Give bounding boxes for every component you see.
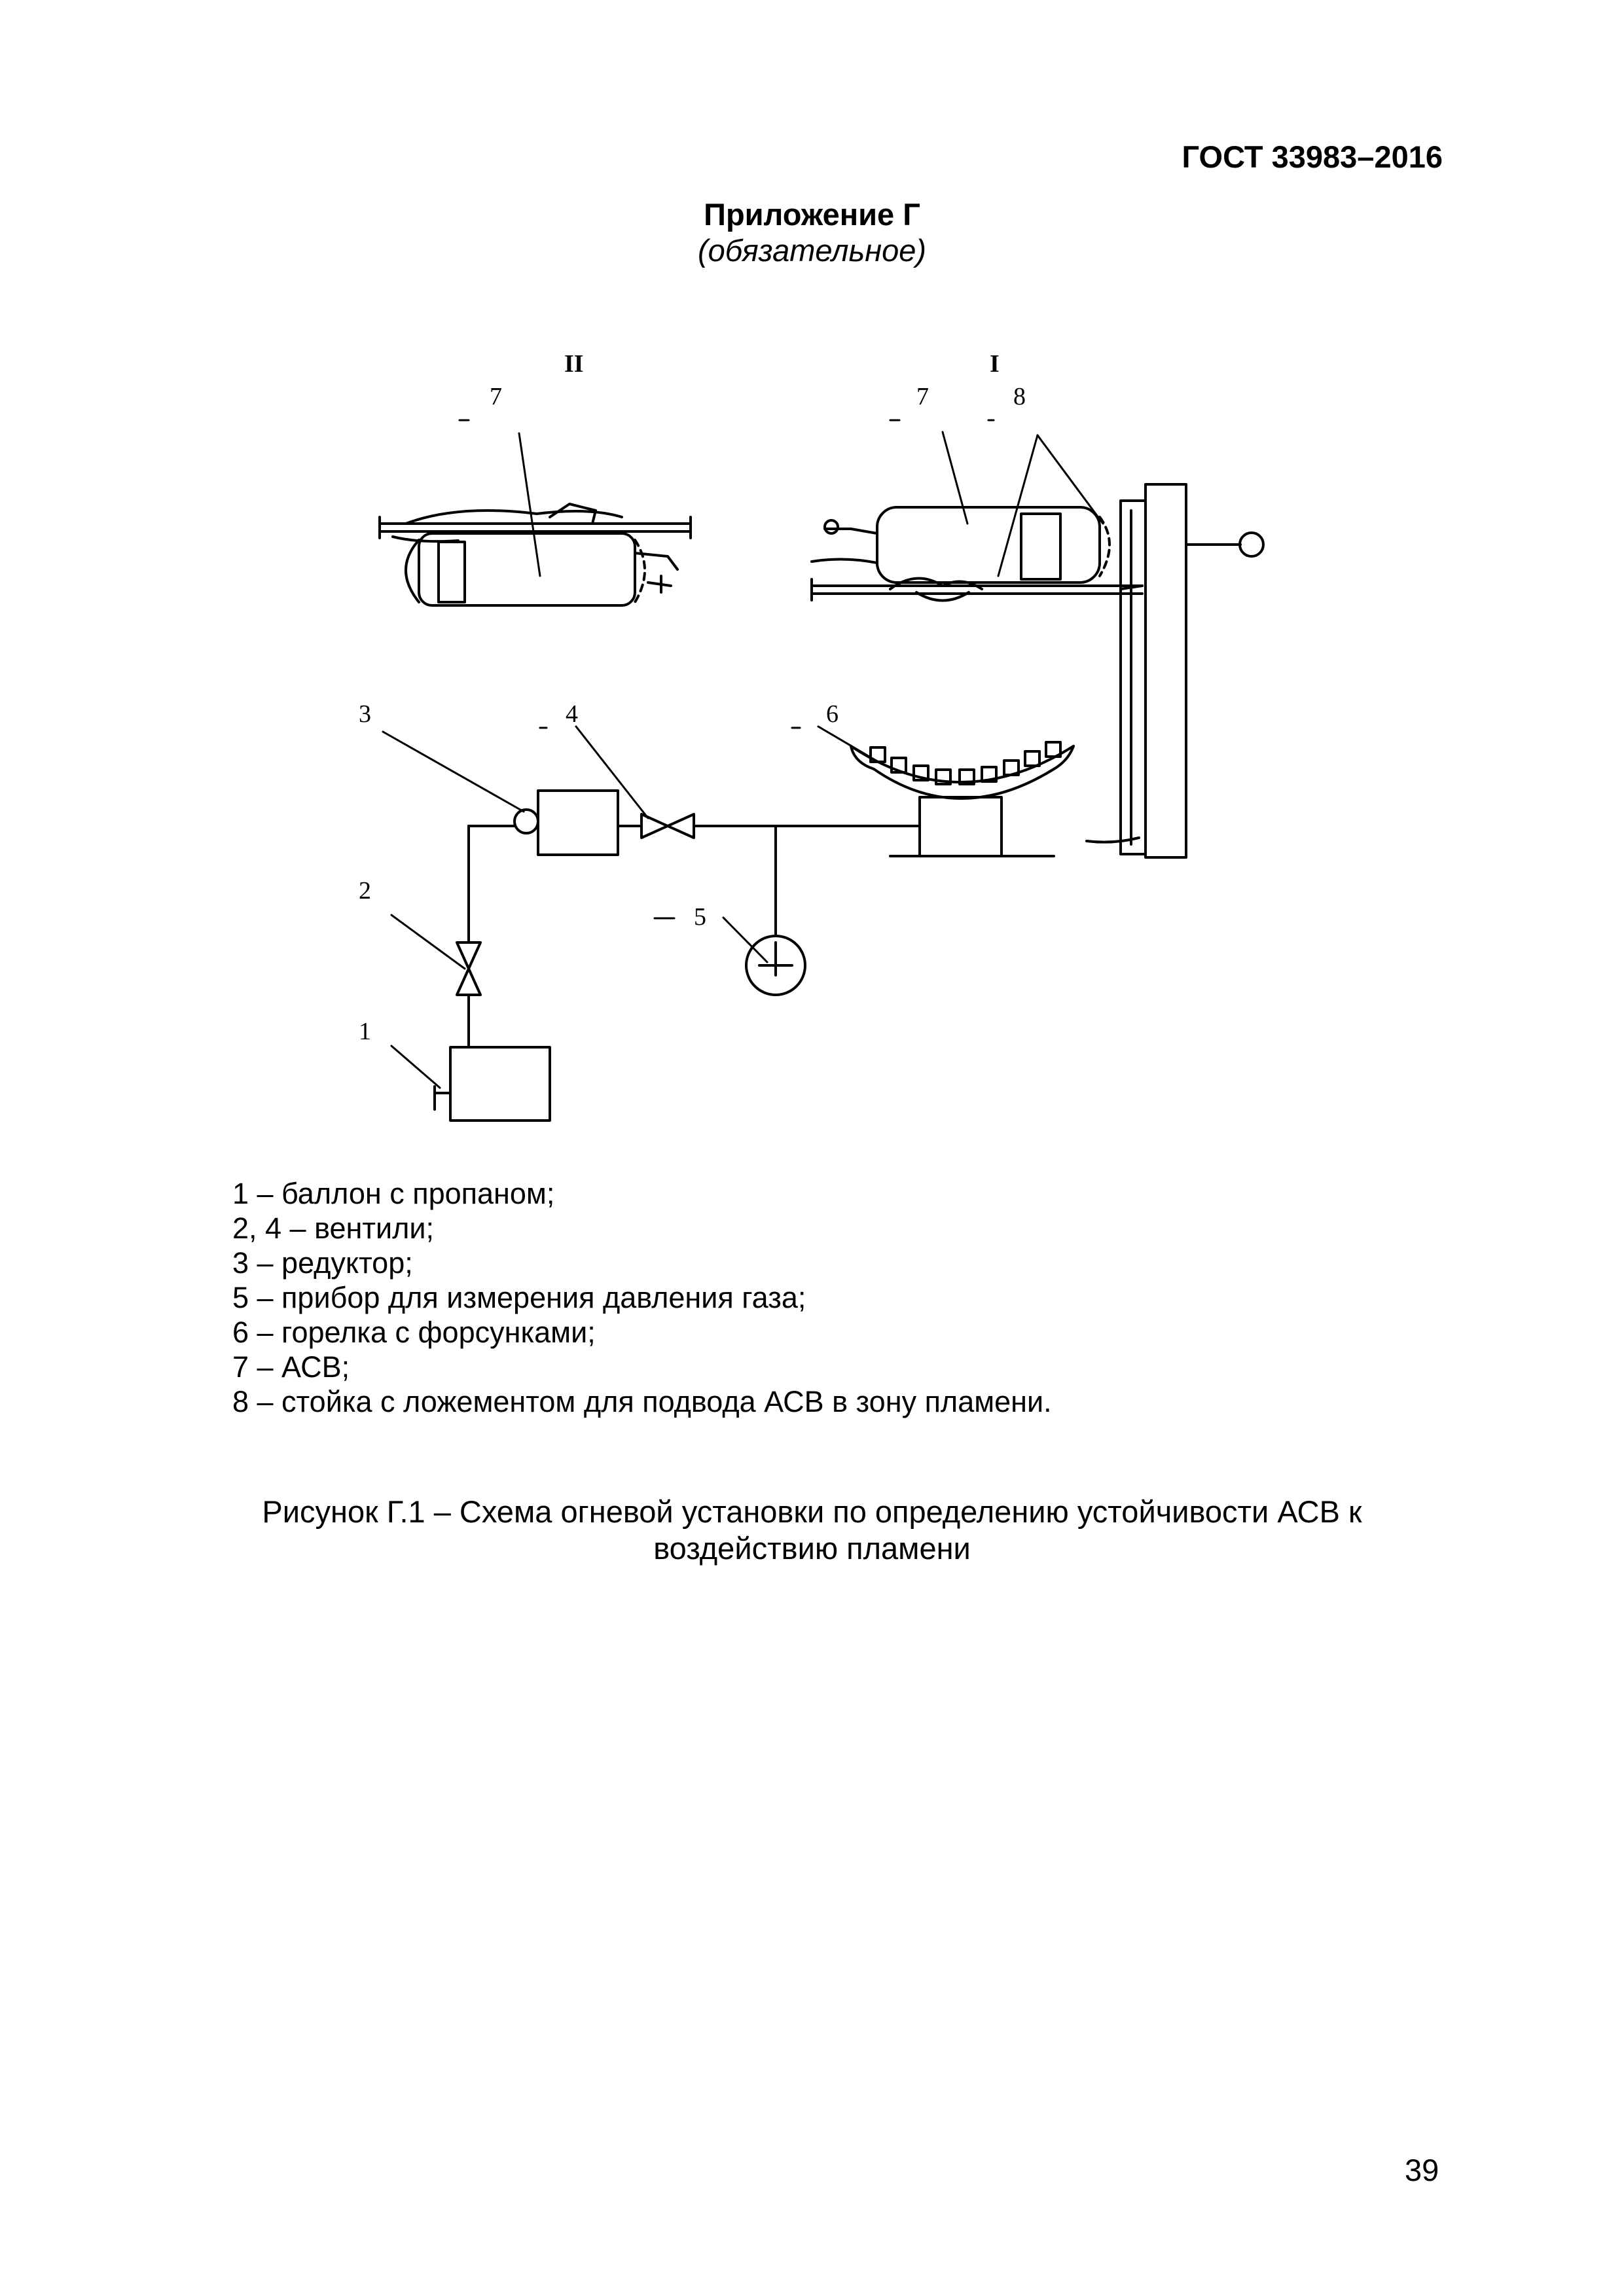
callout-8: 8 <box>1013 383 1026 410</box>
callout-7-right: 7 <box>916 383 929 410</box>
callout-2: 2 <box>359 877 371 905</box>
propane-cylinder <box>450 1047 550 1121</box>
figure-legend <box>232 1176 1052 1419</box>
callout-6: 6 <box>826 700 839 728</box>
legend-item: 6 – горелка с форсунками; <box>232 1316 596 1349</box>
standard-number: ГОСТ 33983–2016 <box>1182 139 1443 174</box>
figure-caption-line-2: воздействию пламени <box>653 1531 971 1566</box>
appendix-subtitle: (обязательное) <box>697 233 926 268</box>
legend-item: 1 – баллон с пропаном; <box>232 1177 555 1210</box>
legend-item: 8 – стойка с ложементом для подвода АСВ в зону пламени. <box>232 1385 1052 1418</box>
callout-5: 5 <box>694 903 706 931</box>
apparatus-position-ii <box>380 504 691 605</box>
pressure-reducer <box>538 791 618 855</box>
stand-with-cradle <box>1087 484 1263 857</box>
legend-item: 7 – АСВ; <box>232 1350 350 1384</box>
legend-item: 5 – прибор для измерения давления газа; <box>232 1281 806 1314</box>
callout-1: 1 <box>359 1018 371 1045</box>
valve-2 <box>457 942 480 995</box>
callout-7-left: 7 <box>490 383 502 410</box>
legend-item: 2, 4 – вентили; <box>232 1211 435 1245</box>
callout-4: 4 <box>566 700 578 728</box>
position-label-ii: II <box>564 350 584 378</box>
apparatus-position-i <box>812 507 1142 601</box>
gas-piping <box>469 826 920 1047</box>
legend-item: 3 – редуктор; <box>232 1246 413 1280</box>
callout-3: 3 <box>359 700 371 728</box>
valve-4 <box>641 814 694 838</box>
burner-with-nozzles <box>851 742 1074 856</box>
figure-caption-line-1: Рисунок Г.1 – Схема огневой установки по определению устойчивости АСВ к <box>262 1494 1362 1529</box>
page-number: 39 <box>1405 2153 1439 2187</box>
position-label-i: I <box>990 350 1000 378</box>
appendix-title: Приложение Г <box>704 197 920 232</box>
